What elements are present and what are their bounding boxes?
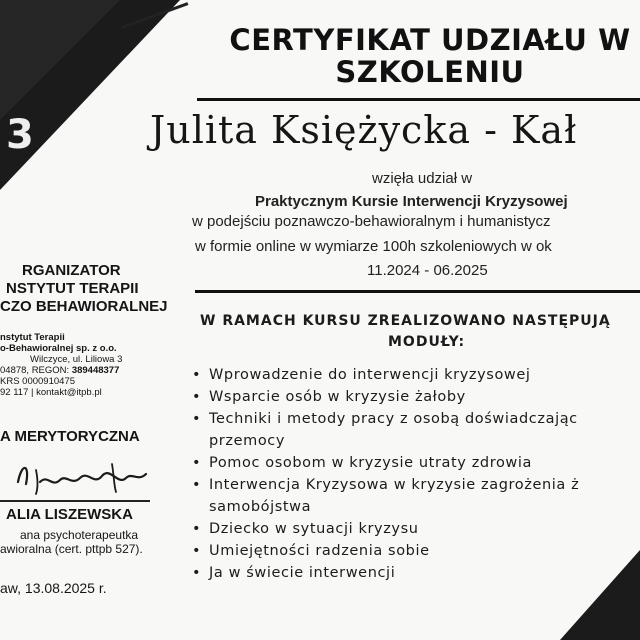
module-item: • Wsparcie osób w kryzysie żałoby [190,386,640,408]
company-krs: KRS 0000910475 [0,376,76,387]
organizer-heading [0,262,168,316]
module-item-continuation: przemocy [209,433,286,449]
module-item: • Dziecko w sytuacji kryzysu [190,518,640,540]
course-format: w formie online w wymiarze 100h szkoleniowych w ok [195,238,552,255]
signatory-role-line-1: ana psychoterapeutka [20,528,139,542]
certificate-title [200,24,640,88]
company-regon: 389448377 [71,365,120,376]
corner-decoration-top-left [0,0,180,190]
place-and-date: aw, 13.08.2025 r. [0,580,107,596]
signature-line [0,500,150,502]
company-address: Wilczyce, ul. Liliowa 3 [30,354,123,365]
module-item: • Interwencja Kryzysowa w kryzysie zagrożenia ż [190,474,640,496]
logo-fragment: 3 [6,112,34,158]
organizer-title-line-1: RGANIZATOR [22,262,121,279]
signatory-role [0,528,143,556]
company-line-1: nstytut Terapii [0,332,65,343]
organizer-title-line-2: NSTYTUT TERAPII [6,280,139,297]
organizer-details [0,332,122,398]
signatory-name: ALIA LISZEWSKA [6,506,133,523]
module-item: • Wprowadzenie do interwencji kryzysowej [190,364,640,386]
signatory-role-line-2: awioralna (cert. pttpb 527). [0,542,143,556]
course-dates: 11.2024 - 06.2025 [367,262,488,279]
modules-divider [195,290,640,293]
modules-heading [200,311,640,353]
title-divider [197,98,640,101]
company-line-2: o-Behawioralnej sp. z o.o. [0,343,117,354]
module-item: • Techniki i metody pracy z osobą doświadczając [190,408,640,430]
module-item-continuation: samobójstwa [209,499,312,515]
course-approach: w podejściu poznawczo-behawioralnym i humanistycz [192,213,551,230]
module-item: • Pomoc osobom w kryzysie utraty zdrowia [190,452,640,474]
organizer-title-line-3: CZO BEHAWIORALNEJ [0,298,168,315]
handwritten-signature [0,452,155,500]
module-item: • Umiejętności radzenia sobie [190,540,640,562]
took-part-text: wzięła udział w [372,170,473,187]
title-line-2: SZKOLENIU [335,55,525,89]
merit-heading: A MERYTORYCZNA [0,428,140,445]
title-line-1: CERTYFIKAT UDZIAŁU W [229,23,631,57]
modules-heading-line-2: MODUŁY: [388,334,466,350]
company-nip: 04878, REGON: [0,365,72,376]
participant-name: Julita Księżycka - Kał [150,108,578,152]
company-contact: 92 117 | kontakt@itpb.pl [0,387,102,398]
company-registry [0,365,122,376]
course-name: Praktycznym Kursie Interwencji Kryzysowej [255,193,568,210]
modules-heading-line-1: W RAMACH KURSU ZREALIZOWANO NASTĘPUJĄ [200,313,611,329]
module-item: • Ja w świecie interwencji [190,562,640,584]
modules-list [190,364,640,584]
